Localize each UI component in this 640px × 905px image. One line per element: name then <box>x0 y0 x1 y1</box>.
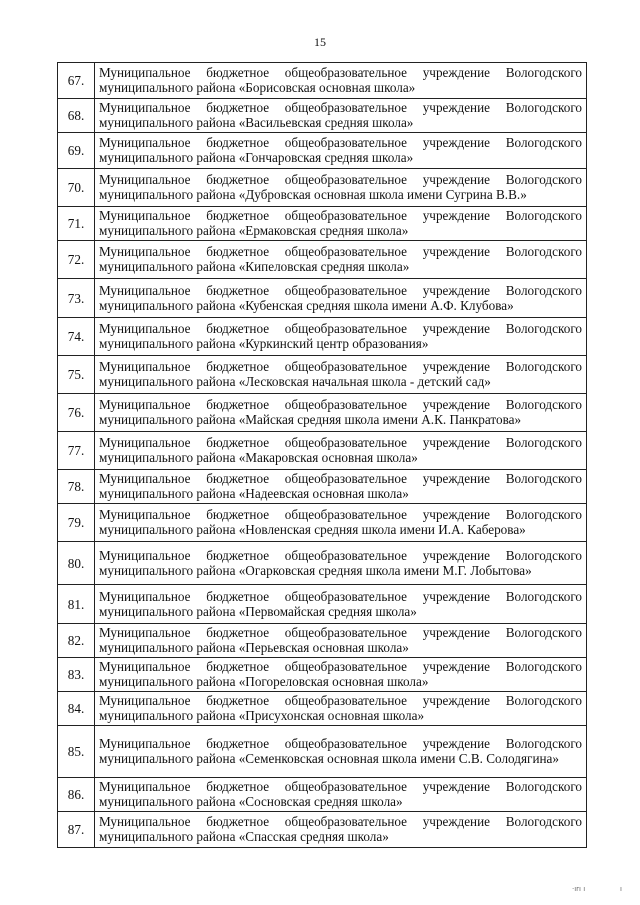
table-row <box>58 692 587 726</box>
school-name: Муниципальное бюджетное общеобразовательное учреждение Вологодского муниципального района «Присухонская основная школа» <box>95 692 587 726</box>
table-row <box>58 133 587 169</box>
row-number: 82. <box>58 624 95 658</box>
table-row <box>58 394 587 432</box>
row-number: 80. <box>58 542 95 585</box>
table-row <box>58 318 587 356</box>
school-name: Муниципальное бюджетное общеобразовательное учреждение Вологодского муниципального района «Огарковская средняя школа имени М.Г. Лобытова» <box>95 542 587 585</box>
table-row <box>58 658 587 692</box>
row-number: 86. <box>58 778 95 812</box>
row-number: 70. <box>58 169 95 207</box>
school-name: Муниципальное бюджетное общеобразовательное учреждение Вологодского муниципального района «Дубровская основная школа имени Сугрина В.В.» <box>95 169 587 207</box>
page-number: 15 <box>314 35 326 49</box>
school-name: Муниципальное бюджетное общеобразовательное учреждение Вологодского муниципального района «Новленская средняя школа имени И.А. Каберова» <box>95 504 587 542</box>
row-number: 73. <box>58 279 95 318</box>
row-number: 72. <box>58 241 95 279</box>
school-name: Муниципальное бюджетное общеобразовательное учреждение Вологодского муниципального района «Погореловская основная школа» <box>95 658 587 692</box>
row-number: 71. <box>58 207 95 241</box>
table-row <box>58 356 587 394</box>
table-row <box>58 470 587 504</box>
row-number: 68. <box>58 99 95 133</box>
table-row <box>58 241 587 279</box>
row-number: 74. <box>58 318 95 356</box>
table-row <box>58 169 587 207</box>
row-number: 69. <box>58 133 95 169</box>
school-name: Муниципальное бюджетное общеобразовательное учреждение Вологодского муниципального района «Спасская средняя школа» <box>95 812 587 848</box>
scan-mark-right: ı <box>620 885 622 893</box>
school-name: Муниципальное бюджетное общеобразовательное учреждение Вологодского муниципального района «Борисовская основная школа» <box>95 63 587 99</box>
row-number: 83. <box>58 658 95 692</box>
school-name: Муниципальное бюджетное общеобразовательное учреждение Вологодского муниципального района «Семенковская основная школа имени С.В. Солодягина» <box>95 726 587 778</box>
school-name: Муниципальное бюджетное общеобразовательное учреждение Вологодского муниципального района «Майская средняя школа имени А.К. Панкратова» <box>95 394 587 432</box>
school-name: Муниципальное бюджетное общеобразовательное учреждение Вологодского муниципального района «Перьевская основная школа» <box>95 624 587 658</box>
school-name: Муниципальное бюджетное общеобразовательное учреждение Вологодского муниципального района «Васильевская средняя школа» <box>95 99 587 133</box>
school-name: Муниципальное бюджетное общеобразовательное учреждение Вологодского муниципального района «Лесковская начальная школа - детский сад» <box>95 356 587 394</box>
schools-table <box>57 62 587 848</box>
row-number: 84. <box>58 692 95 726</box>
school-name: Муниципальное бюджетное общеобразовательное учреждение Вологодского муниципального района «Кипеловская средняя школа» <box>95 241 587 279</box>
row-number: 75. <box>58 356 95 394</box>
school-name: Муниципальное бюджетное общеобразовательное учреждение Вологодского муниципального района «Надеевская основная школа» <box>95 470 587 504</box>
row-number: 67. <box>58 63 95 99</box>
table-row <box>58 812 587 848</box>
row-number: 77. <box>58 432 95 470</box>
table-row <box>58 726 587 778</box>
row-number: 76. <box>58 394 95 432</box>
table-row <box>58 585 587 624</box>
row-number: 85. <box>58 726 95 778</box>
row-number: 81. <box>58 585 95 624</box>
table-row <box>58 99 587 133</box>
school-name: Муниципальное бюджетное общеобразовательное учреждение Вологодского муниципального района «Куркинский центр образования» <box>95 318 587 356</box>
row-number: 87. <box>58 812 95 848</box>
table-row <box>58 504 587 542</box>
row-number: 78. <box>58 470 95 504</box>
table-row <box>58 207 587 241</box>
school-name: Муниципальное бюджетное общеобразовательное учреждение Вологодского муниципального района «Ермаковская средняя школа» <box>95 207 587 241</box>
school-name: Муниципальное бюджетное общеобразовательное учреждение Вологодского муниципального района «Гончаровская средняя школа» <box>95 133 587 169</box>
schools-table-body <box>58 63 587 848</box>
row-number: 79. <box>58 504 95 542</box>
table-row <box>58 279 587 318</box>
table-row <box>58 63 587 99</box>
school-name: Муниципальное бюджетное общеобразовательное учреждение Вологодского муниципального района «Кубенская средняя школа имени А.Ф. Клубова» <box>95 279 587 318</box>
table-row <box>58 542 587 585</box>
table-row <box>58 432 587 470</box>
school-name: Муниципальное бюджетное общеобразовательное учреждение Вологодского муниципального района «Макаровская основная школа» <box>95 432 587 470</box>
scan-mark-left: ·ırı ı <box>572 885 586 893</box>
school-name: Муниципальное бюджетное общеобразовательное учреждение Вологодского муниципального района «Сосновская средняя школа» <box>95 778 587 812</box>
table-row <box>58 778 587 812</box>
table-row <box>58 624 587 658</box>
school-name: Муниципальное бюджетное общеобразовательное учреждение Вологодского муниципального района «Первомайская средняя школа» <box>95 585 587 624</box>
